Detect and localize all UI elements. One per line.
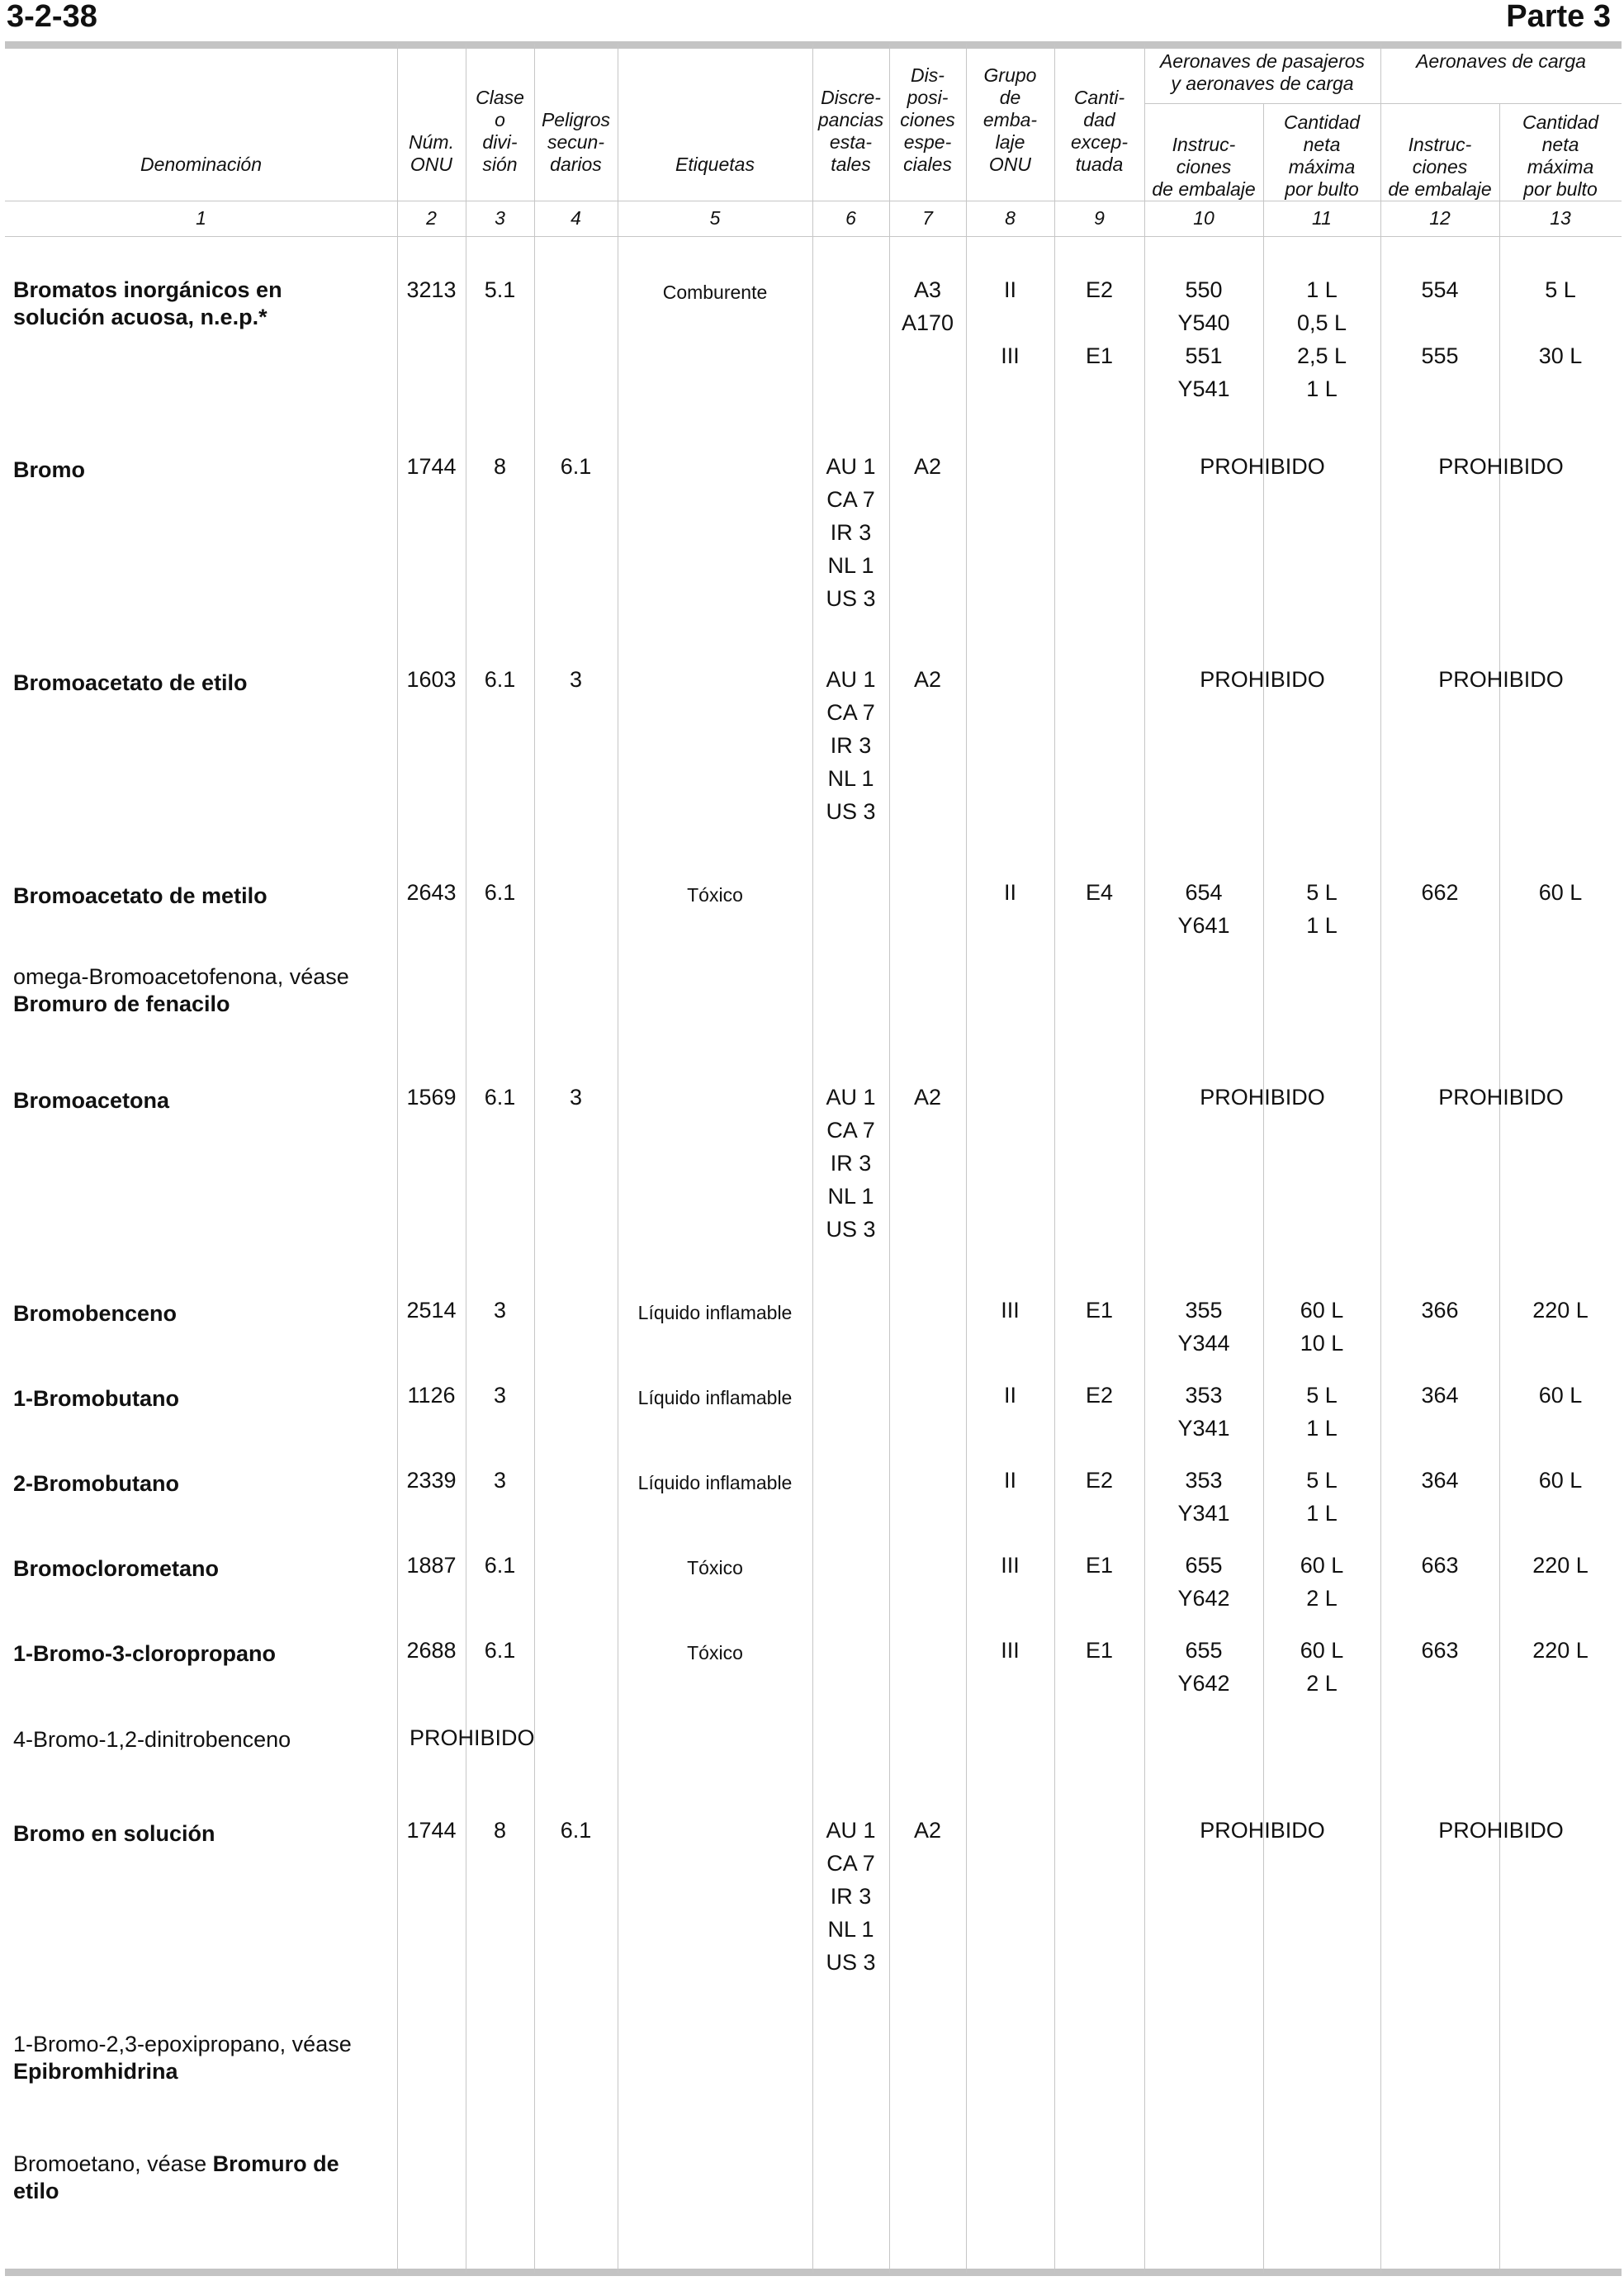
substance-name: Bromatos inorgánicos en solución acuosa, n.e.p.* (13, 277, 282, 329)
subsidiary-hazard: 3 (569, 1085, 583, 1110)
cross-reference-target: Bromuro de fenacilo (13, 991, 230, 1016)
cargo-prohibited: PROHIBIDO (1438, 1085, 1564, 1110)
class-division: 3 (493, 1468, 507, 1493)
subsidiary-hazard: 3 (569, 667, 583, 692)
substance-name: 4-Bromo-1,2-dinitrobenceno (13, 1727, 291, 1752)
substance-name: 2-Bromobutano (13, 1471, 179, 1496)
class-division: 5.1 (484, 277, 516, 302)
header-denominacion: Denominación (140, 154, 263, 175)
grid-line (1054, 44, 1055, 2273)
cross-reference-target: Bromuro de etilo (13, 2151, 339, 2203)
excepted-quantity: E1 (1085, 1298, 1114, 1323)
column-number: 13 (1550, 207, 1571, 229)
state-variation: AU 1 CA 7 IR 3 NL 1 US 3 (826, 667, 876, 824)
header-cantidad-pax: Cantidad neta máxima por bulto (1283, 111, 1361, 200)
special-provision: A2 (913, 667, 942, 692)
special-provision: A2 (913, 1818, 942, 1843)
packing-group: II (1003, 880, 1016, 905)
passenger-prohibited: PROHIBIDO (1200, 1085, 1325, 1110)
un-number: 3213 (406, 277, 457, 302)
un-number: 1569 (406, 1085, 457, 1110)
substance-name: Bromo en solución (13, 1821, 215, 1846)
cargo-max-quantity: 5 L 30 L (1538, 277, 1583, 368)
column-number: 9 (1094, 207, 1105, 229)
hazard-label: Líquido inflamable (637, 1472, 793, 1493)
passenger-max-quantity: 60 L 2 L (1300, 1638, 1344, 1696)
passenger-packing-instruction: 355 Y344 (1177, 1298, 1230, 1356)
cross-reference-target: Epibromhidrina (13, 2059, 178, 2084)
un-number: 1887 (406, 1553, 457, 1578)
class-division: 6.1 (484, 667, 516, 692)
passenger-packing-instruction: 353 Y341 (1177, 1468, 1230, 1526)
cross-reference (13, 2151, 368, 2205)
un-number: 2514 (406, 1298, 457, 1323)
cargo-packing-instruction: 364 (1421, 1383, 1459, 1408)
passenger-packing-instruction: 550 Y540 551 Y541 (1177, 277, 1230, 401)
un-number: 2688 (406, 1638, 457, 1663)
un-number: 1744 (406, 1818, 457, 1843)
cargo-max-quantity: 60 L (1538, 880, 1583, 905)
un-number: 2643 (406, 880, 457, 905)
passenger-max-quantity: 60 L 10 L (1300, 1298, 1344, 1356)
class-division: 6.1 (484, 880, 516, 905)
cargo-prohibited: PROHIBIDO (1438, 454, 1564, 479)
substance-name: 1-Bromo-3-cloropropano (13, 1641, 277, 1666)
hazard-label: Líquido inflamable (637, 1302, 793, 1323)
class-division: 6.1 (484, 1085, 516, 1110)
hazard-label: Líquido inflamable (637, 1387, 793, 1408)
cargo-packing-instruction: 663 (1421, 1553, 1459, 1578)
passenger-packing-instruction: 353 Y341 (1177, 1383, 1230, 1441)
passenger-max-quantity: 5 L 1 L (1306, 1383, 1338, 1441)
substance-name: Bromoacetato de metilo (13, 883, 268, 908)
cross-reference (13, 2031, 376, 2085)
header-disposiciones: Dis- posi- ciones espe- ciales (900, 64, 955, 175)
packing-group: II (1003, 1468, 1016, 1493)
cargo-packing-instruction: 364 (1421, 1468, 1459, 1493)
substance-name: Bromoacetato de etilo (13, 670, 248, 695)
packing-group: III (1001, 1553, 1020, 1578)
cross-reference-text: omega-Bromoacetofenona, véase (13, 964, 349, 989)
state-variation: AU 1 CA 7 IR 3 NL 1 US 3 (826, 454, 876, 611)
cargo-packing-instruction: 554 555 (1421, 277, 1459, 368)
grid-line (534, 44, 535, 2273)
hazard-label: Tóxico (687, 1557, 743, 1578)
class-division: 8 (493, 1818, 507, 1843)
passenger-max-quantity: 5 L 1 L (1306, 1468, 1338, 1526)
packing-group: III (1001, 1298, 1020, 1323)
passenger-packing-instruction: 654 Y641 (1177, 880, 1230, 938)
header-grupo-embalaje: Grupo de emba- laje ONU (982, 64, 1038, 175)
cross-reference-text: 1-Bromo-2,3-epoxipropano, véase (13, 2032, 352, 2056)
hazard-label: Tóxico (687, 884, 743, 906)
hazard-label: Tóxico (687, 1642, 743, 1663)
hazard-label: Comburente (662, 282, 768, 303)
passenger-prohibited: PROHIBIDO (1200, 667, 1325, 692)
state-variation: AU 1 CA 7 IR 3 NL 1 US 3 (826, 1085, 876, 1242)
grid-line (1499, 104, 1500, 2273)
passenger-packing-instruction: 655 Y642 (1177, 1553, 1230, 1611)
header-num-onu: Núm. ONU (409, 131, 454, 175)
cargo-max-quantity: 60 L (1538, 1468, 1583, 1493)
cargo-max-quantity: 220 L (1532, 1298, 1588, 1323)
state-variation: AU 1 CA 7 IR 3 NL 1 US 3 (826, 1818, 876, 1975)
column-number: 5 (709, 207, 721, 229)
special-provision: A3 A170 (901, 277, 954, 335)
excepted-quantity: E2 E1 (1085, 277, 1114, 368)
column-number: 1 (196, 207, 206, 229)
subsidiary-hazard: 6.1 (560, 1818, 592, 1843)
class-division: 6.1 (484, 1553, 516, 1578)
class-division: 3 (493, 1383, 507, 1408)
passenger-prohibited: PROHIBIDO (1200, 454, 1325, 479)
cargo-prohibited: PROHIBIDO (1438, 667, 1564, 692)
numbers-divider (5, 236, 1622, 237)
column-number: 6 (845, 207, 856, 229)
excepted-quantity: E4 (1085, 880, 1114, 905)
substance-name: Bromoacetona (13, 1088, 170, 1113)
packing-group: II III (1001, 277, 1020, 368)
page-code: 3-2-38 (7, 0, 97, 34)
cargo-packing-instruction: 366 (1421, 1298, 1459, 1323)
column-number: 8 (1005, 207, 1016, 229)
substance-name: Bromoclorometano (13, 1556, 220, 1581)
passenger-max-quantity: 1 L 0,5 L 2,5 L 1 L (1296, 277, 1347, 401)
class-division: 8 (493, 454, 507, 479)
grid-line (1380, 44, 1381, 2273)
header-instrucciones-cargo: Instruc- ciones de embalaje (1388, 134, 1492, 200)
header-passenger-aircraft: Aeronaves de pasajeros y aeronaves de carga (1159, 50, 1366, 94)
excepted-quantity: E1 (1085, 1553, 1114, 1578)
special-provision: A2 (913, 1085, 942, 1110)
header-discrepancias: Discre- pancias esta- tales (817, 87, 884, 175)
grid-line (397, 44, 398, 2273)
column-number: 7 (922, 207, 933, 229)
prohibited-text: PROHIBIDO (410, 1725, 535, 1750)
passenger-max-quantity: 60 L 2 L (1300, 1553, 1344, 1611)
header-etiquetas: Etiquetas (675, 154, 755, 175)
un-number: 1126 (407, 1383, 456, 1408)
group-divider (1144, 103, 1622, 104)
un-number: 1744 (406, 454, 457, 479)
dangerous-goods-table (5, 44, 1622, 2273)
cargo-prohibited: PROHIBIDO (1438, 1818, 1564, 1843)
substance-name: 1-Bromobutano (13, 1386, 179, 1411)
header-cargo-aircraft: Aeronaves de carga (1416, 50, 1586, 72)
grid-line (966, 44, 967, 2273)
cargo-max-quantity: 220 L (1532, 1553, 1588, 1578)
passenger-packing-instruction: 655 Y642 (1177, 1638, 1230, 1696)
subsidiary-hazard: 6.1 (560, 454, 592, 479)
header-cantidad-cargo: Cantidad neta máxima por bulto (1522, 111, 1599, 200)
substance-name: Bromobenceno (13, 1301, 178, 1326)
excepted-quantity: E2 (1085, 1468, 1114, 1493)
excepted-quantity: E1 (1085, 1638, 1114, 1663)
cross-reference (13, 963, 376, 1018)
header-clase: Clase o divi- sión (476, 87, 524, 175)
column-number: 11 (1312, 207, 1332, 229)
cross-reference-text: Bromoetano, véase (13, 2151, 207, 2176)
passenger-max-quantity: 5 L 1 L (1306, 880, 1338, 938)
column-number: 10 (1193, 207, 1214, 229)
header-instrucciones-pax: Instruc- ciones de embalaje (1152, 134, 1256, 200)
un-number: 1603 (406, 667, 457, 692)
cargo-packing-instruction: 663 (1421, 1638, 1459, 1663)
grid-line (1263, 104, 1264, 2273)
column-number: 3 (495, 207, 505, 229)
packing-group: II (1003, 1383, 1016, 1408)
header-peligros: Peligros secun- darios (541, 109, 611, 175)
part-title: Parte 3 (1506, 0, 1611, 34)
class-division: 6.1 (484, 1638, 516, 1663)
column-number: 12 (1429, 207, 1451, 229)
special-provision: A2 (913, 454, 942, 479)
class-division: 3 (493, 1298, 507, 1323)
column-number: 4 (571, 207, 581, 229)
cargo-max-quantity: 60 L (1538, 1383, 1583, 1408)
cargo-max-quantity: 220 L (1532, 1638, 1588, 1663)
passenger-prohibited: PROHIBIDO (1200, 1818, 1325, 1843)
header-cantidad-exceptuada: Canti- dad excep- tuada (1070, 87, 1129, 175)
cargo-packing-instruction: 662 (1421, 880, 1459, 905)
column-number: 2 (426, 207, 437, 229)
un-number: 2339 (406, 1468, 457, 1493)
excepted-quantity: E2 (1085, 1383, 1114, 1408)
grid-line (889, 44, 890, 2273)
substance-name: Bromo (13, 457, 85, 482)
packing-group: III (1001, 1638, 1020, 1663)
